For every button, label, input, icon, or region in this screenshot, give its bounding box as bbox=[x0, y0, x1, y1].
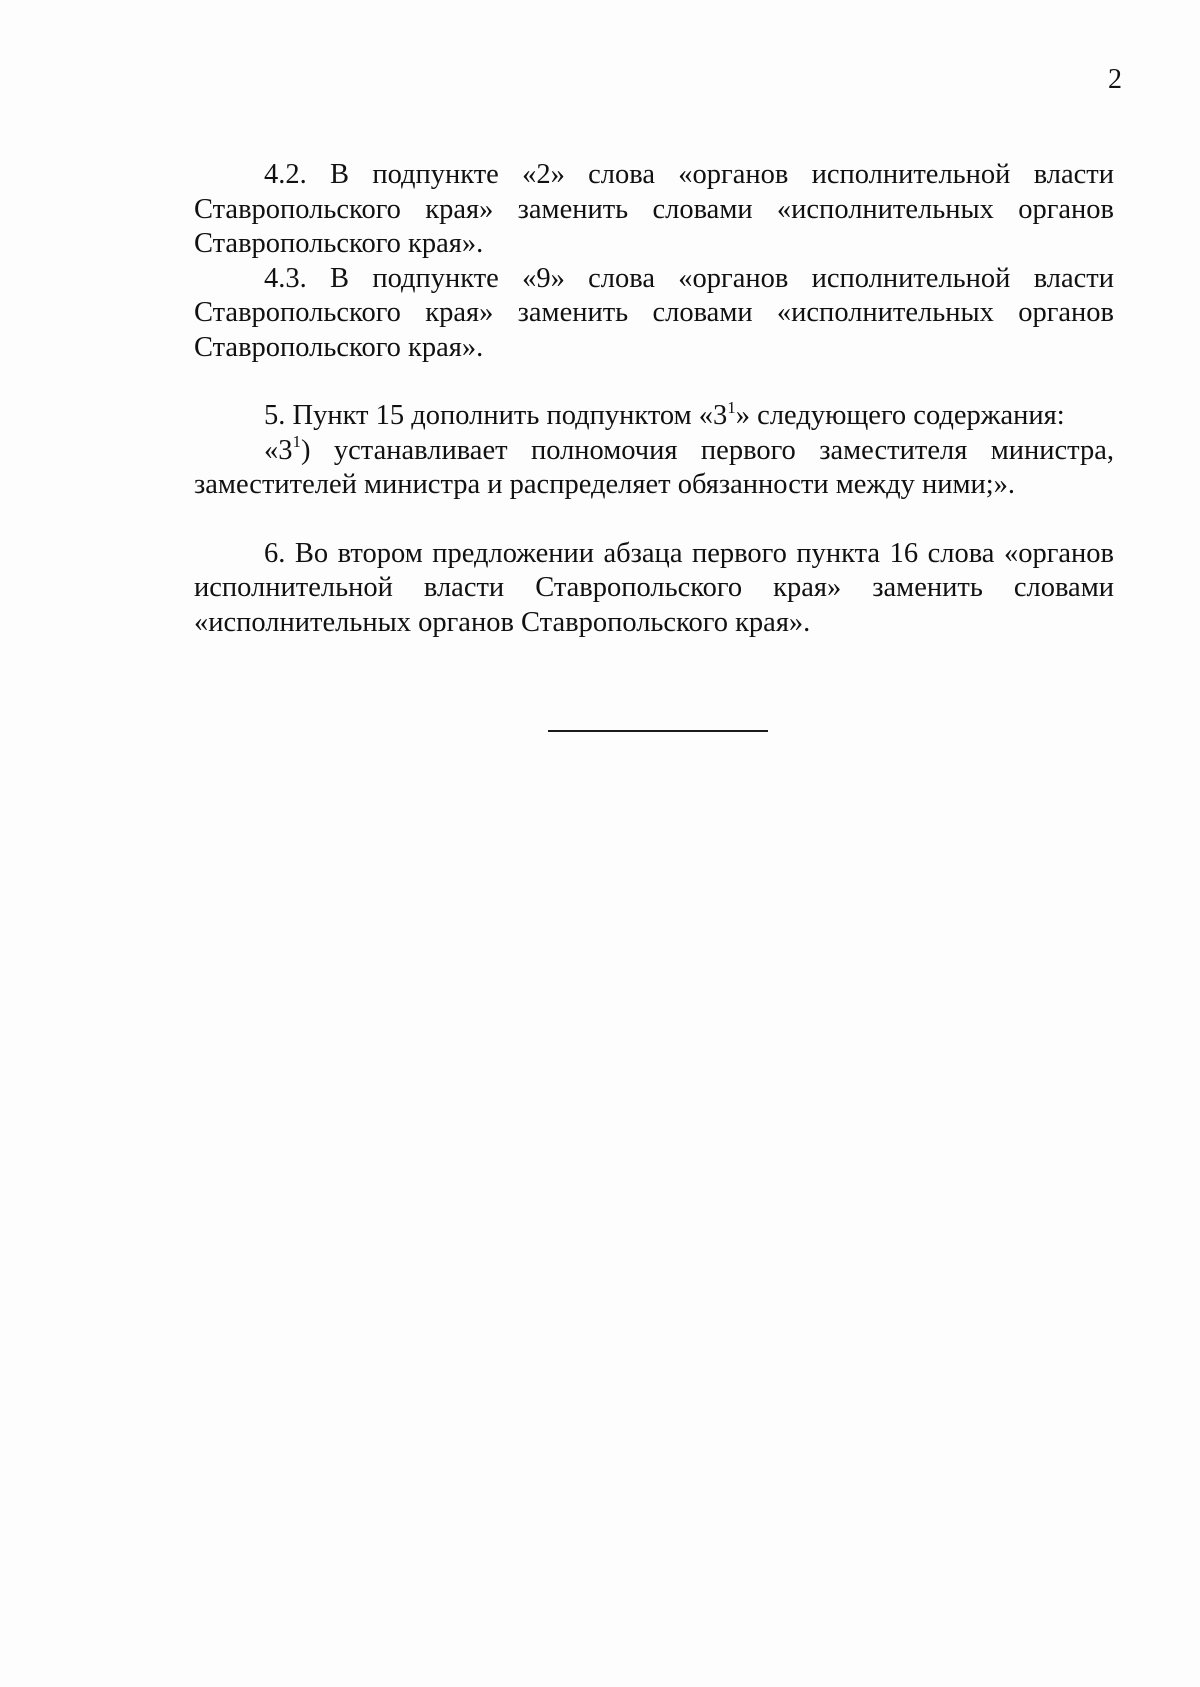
paragraph-6: 6. Во втором предложении абзаца первого пункта 16 слова «органов исполнительной власти Ставропольского края» заменить словами «исполнительных органов Ставропольского края». bbox=[194, 537, 1114, 638]
paragraph-5-quote-superscript: 1 bbox=[292, 432, 301, 451]
paragraph-5-superscript: 1 bbox=[727, 397, 736, 417]
paragraph-5 bbox=[194, 399, 1114, 434]
paragraph-5-quote-end: ) устанавливает полномочия первого заместителя министра, заместителей министра и распределяет обязанности между ними;». bbox=[194, 434, 1114, 500]
paragraph-5-text-start: 5. Пункт 15 дополнить подпунктом «3 bbox=[264, 400, 728, 431]
paragraph-gap bbox=[194, 503, 1114, 537]
paragraph-gap bbox=[194, 365, 1114, 399]
paragraph-5-quote-start: «3 bbox=[264, 434, 293, 466]
paragraph-5-text-end: » следующего содержания: bbox=[735, 400, 1065, 431]
paragraph-4-2: 4.2. В подпункте «2» слова «органов исполнительной власти Ставропольского края» заменить словами «исполнительных органов Ставропольского края». bbox=[194, 159, 1114, 259]
paragraph-5-quote bbox=[194, 434, 1114, 503]
paragraph-4-3: 4.3. В подпункте «9» слова «органов исполнительной власти Ставропольского края» заменить словами «исполнительных органов Ставропольского края». bbox=[194, 262, 1114, 363]
document-body bbox=[194, 158, 1114, 640]
page-number: 2 bbox=[1108, 64, 1122, 95]
closing-divider-line bbox=[548, 730, 768, 732]
